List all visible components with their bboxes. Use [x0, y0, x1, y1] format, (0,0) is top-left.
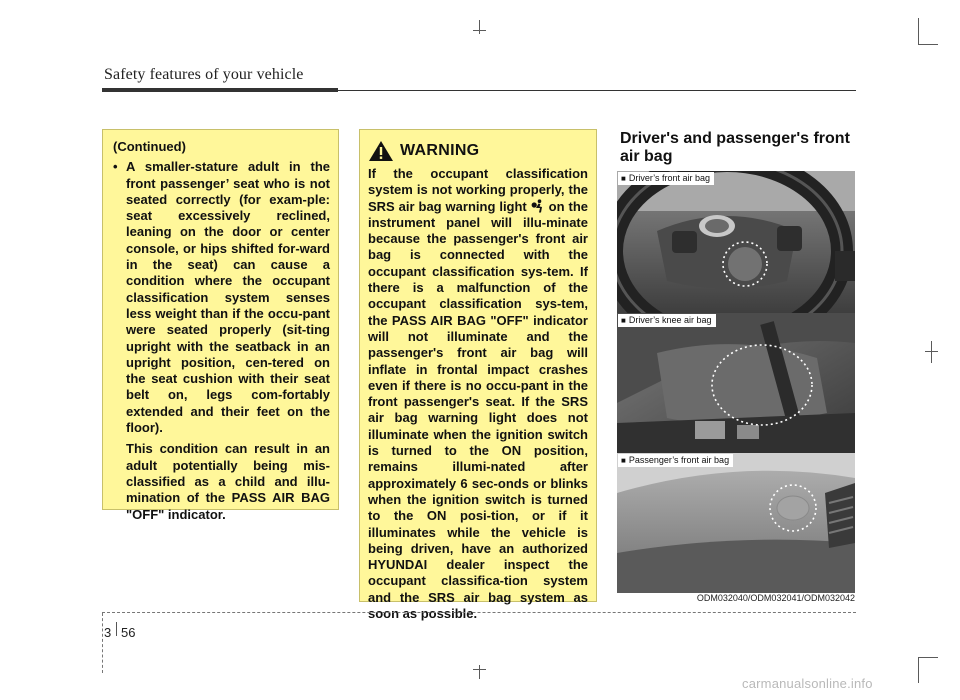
page-number-separator	[116, 622, 117, 636]
crop-mark	[918, 18, 919, 44]
footer-rule	[102, 612, 856, 613]
crop-mark	[479, 20, 480, 34]
photo-driver-knee-airbag	[617, 313, 855, 453]
crop-mark	[479, 665, 480, 679]
square-bullet-icon: ■	[621, 174, 626, 183]
photo-label-text: Driver’s knee air bag	[628, 315, 712, 325]
knee-area-illustration	[617, 313, 855, 453]
crop-mark	[918, 44, 938, 45]
continued-paragraph: This condition can result in an adult potentially being mis-classified as a child and illu-mination of the PASS AIR BAG "OFF" indicator.	[126, 441, 330, 522]
crop-mark	[925, 351, 938, 352]
photo-label-text: Passenger’s front air bag	[628, 455, 730, 465]
warning-text-part1: If the occupant classification system is not working properly, the SRS air bag warning light	[368, 166, 588, 214]
warning-text	[368, 166, 588, 622]
photo-label	[618, 172, 714, 185]
page-number: 56	[121, 625, 136, 640]
photo-label-text: Driver’s front air bag	[628, 173, 711, 183]
dashboard-illustration	[617, 453, 855, 593]
bullet-dot-icon: •	[113, 159, 118, 175]
footer-vertical-rule	[102, 613, 103, 673]
section-title: Driver's and passenger's front air bag	[620, 130, 850, 165]
site-watermark: carmanualsonline.info	[742, 676, 873, 691]
photo-label	[618, 454, 733, 467]
airbag-warning-light-icon	[531, 199, 545, 213]
crop-mark	[473, 669, 486, 670]
crop-mark	[918, 657, 938, 658]
continued-caution-box	[102, 129, 339, 522]
crop-mark	[473, 30, 486, 31]
crop-mark	[918, 657, 919, 683]
steering-wheel-illustration	[617, 171, 855, 313]
photo-driver-front-airbag	[617, 171, 855, 313]
warning-header	[368, 140, 588, 162]
warning-text-part2: on the instrument panel will illu-minate because the passenger's front air bag is connected with the occupant classification sys-tem. If there is a malfunction of the occupant classification sys-tem, the PASS AIR BAG "OFF" indicator will not illuminate and the passenger's front air bag will inflate in frontal impact crashes even if there is no occu-pant in the front passenger's seat. If the SRS air bag warning light does not illuminate when the ignition switch is turned to the ON position, remains illumi-nated after approximately 6 sec-onds or blinks when the ignition switch is turned to the ON posi-tion, or if it illuminates while the vehicle is being driven, have an authorized HYUNDAI dealer inspect the occupant classifica-tion system and the SRS air bag system as soon as possible.	[368, 198, 588, 622]
photo-label	[618, 314, 716, 327]
warning-heading: WARNING	[400, 141, 480, 159]
header-rule	[102, 90, 856, 91]
crop-mark	[931, 341, 932, 363]
bullet-item	[113, 159, 330, 436]
square-bullet-icon: ■	[621, 456, 626, 465]
bullet-text: A smaller-stature adult in the front passenger’ seat who is not seated correctly (for exam-ple: seat excessively reclined, leaning on the door or center console, or hips shifted for-ward in the seat) can cause a condition where the occupant classification system senses less weight than if the occu-pant were seated properly (sit-ting upright with the seatback in an upright position, cen-tered on the seat cushion with their seat belt on, legs com-fortably extended and their feet on the floor).	[126, 159, 330, 436]
image-reference-codes: ODM032040/ODM032041/ODM032042	[696, 593, 855, 603]
continued-heading: (Continued)	[113, 139, 186, 154]
warning-box	[359, 129, 597, 622]
page-header-title: Safety features of your vehicle	[104, 66, 304, 83]
warning-triangle-icon	[368, 140, 394, 162]
photo-passenger-front-airbag	[617, 453, 855, 593]
chapter-number: 3	[104, 625, 112, 640]
square-bullet-icon: ■	[621, 316, 626, 325]
